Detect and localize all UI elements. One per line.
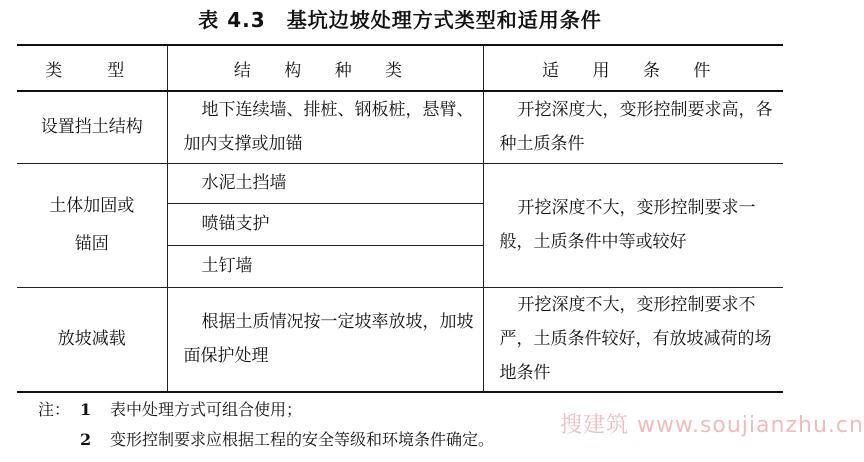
structure-text: 地下连续墙、排桩、钢板桩，悬臂、加内支撑或加锚 bbox=[183, 100, 474, 155]
header-conditions: 适 用 条 件 bbox=[483, 45, 783, 91]
note-number: 1 bbox=[80, 400, 92, 419]
note-prefix-spacer bbox=[38, 425, 80, 455]
cell-conditions bbox=[483, 91, 783, 163]
header-structure: 结 构 种 类 bbox=[167, 45, 483, 91]
note-number: 2 bbox=[80, 430, 92, 449]
cell-type: 土体加固或锚固 bbox=[17, 163, 167, 287]
cell-type: 放坡减载 bbox=[17, 287, 167, 392]
structure-text: 根据土质情况按一定坡率放坡，加坡面保护处理 bbox=[183, 312, 474, 367]
structure-text: 土钉墙 bbox=[201, 256, 253, 276]
structure-text: 喷锚支护 bbox=[201, 214, 270, 234]
header-type: 类 型 bbox=[17, 45, 167, 91]
cell-structure bbox=[167, 163, 483, 203]
conditions-text: 开挖深度大，变形控制要求高，各种土质条件 bbox=[499, 100, 773, 155]
conditions-text: 开挖深度不大，变形控制要求一般，土质条件中等或较好 bbox=[499, 198, 756, 252]
treatment-table bbox=[17, 44, 783, 393]
cell-structure bbox=[167, 91, 483, 163]
table-header-row bbox=[17, 45, 783, 91]
watermark: 搜建筑 www.soujianzhu.cn bbox=[560, 413, 864, 438]
table-row bbox=[17, 287, 783, 392]
note-item bbox=[38, 425, 638, 455]
table-row bbox=[17, 163, 783, 203]
cell-conditions bbox=[483, 163, 783, 287]
note-text: 变形控制要求应根据工程的安全等级和环境条件确定。 bbox=[110, 430, 495, 449]
cell-structure bbox=[167, 203, 483, 245]
cell-conditions bbox=[483, 287, 783, 392]
note-text: 表中处理方式可组合使用； bbox=[110, 400, 303, 419]
cell-structure bbox=[167, 245, 483, 287]
note-item bbox=[38, 395, 638, 425]
conditions-text: 开挖深度不大，变形控制要求不严，土质条件较好，有放坡减荷的场地条件 bbox=[499, 295, 772, 384]
note-prefix: 注： bbox=[38, 400, 71, 419]
table-title: 表 4.3 基坑边坡处理方式类型和适用条件 bbox=[198, 8, 602, 32]
cell-type: 设置挡土结构 bbox=[17, 91, 167, 163]
table-row bbox=[17, 91, 783, 163]
table-notes bbox=[38, 395, 638, 455]
structure-text: 水泥土挡墙 bbox=[201, 173, 287, 193]
cell-structure bbox=[167, 287, 483, 392]
